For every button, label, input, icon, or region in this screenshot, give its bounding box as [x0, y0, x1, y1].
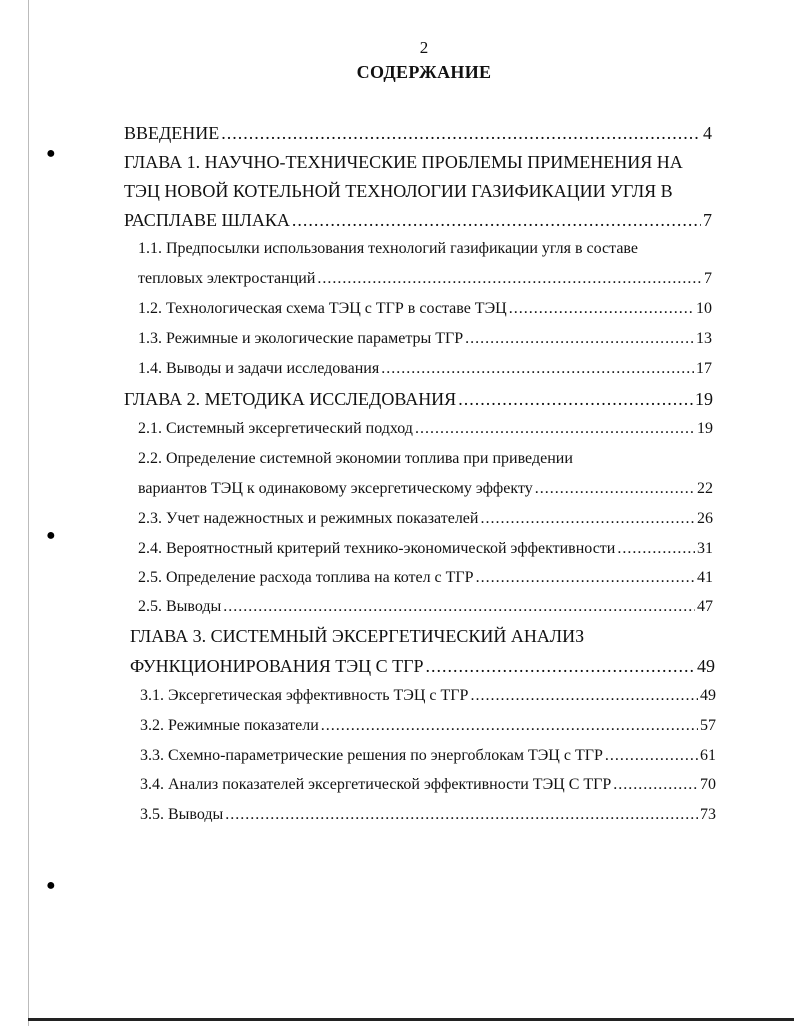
toc-page-number: 49 [697, 656, 715, 676]
toc-entry [124, 152, 712, 173]
toc-dot-leader [415, 420, 695, 438]
toc-dot-leader [221, 123, 701, 144]
toc-page-number: 10 [696, 300, 712, 317]
toc-entry [138, 270, 712, 288]
toc-page-number: 19 [695, 389, 713, 409]
toc-entry [140, 776, 716, 794]
toc-dot-leader [381, 360, 694, 378]
toc-entry-title: 2.5. Определение расхода топлива на котел с ТГР [138, 569, 474, 586]
toc-dot-leader [605, 747, 698, 765]
toc-page-number: 13 [696, 330, 712, 347]
toc-entry-title: ВВЕДЕНИЕ [124, 123, 220, 143]
toc-entry-title: 3.3. Схемно-параметрические решения по энергоблокам ТЭЦ с ТГР [140, 747, 603, 764]
toc-entry-title: РАСПЛАВЕ ШЛАКА [124, 210, 290, 230]
toc-entry-title: 1.1. Предпосылки использования технологий газификации угля в составе [138, 240, 638, 257]
scan-speck: ● [46, 145, 56, 162]
toc-dot-leader [476, 569, 695, 587]
toc-dot-leader [292, 210, 701, 231]
toc-dot-leader [480, 510, 695, 528]
toc-entry-title: 2.1. Системный эксергетический подход [138, 420, 413, 437]
toc-entry [138, 420, 713, 438]
toc-entry-title: 3.5. Выводы [140, 806, 224, 823]
toc-entry [138, 480, 713, 498]
toc-entry [140, 687, 716, 705]
scan-bottom-edge [28, 1018, 794, 1021]
toc-entry [138, 540, 713, 558]
toc-page-number: 49 [700, 687, 716, 704]
toc-entry-title: ТЭЦ НОВОЙ КОТЕЛЬНОЙ ТЕХНОЛОГИИ ГАЗИФИКАЦИИ УГЛЯ В [124, 181, 673, 201]
toc-entry [138, 598, 713, 616]
toc-page-number: 70 [700, 776, 716, 793]
toc-entry-title: ГЛАВА 1. НАУЧНО-ТЕХНИЧЕСКИЕ ПРОБЛЕМЫ ПРИМЕНЕНИЯ НА [124, 152, 683, 172]
toc-dot-leader [458, 389, 693, 410]
scan-speck: ● [46, 877, 56, 894]
toc-entry-title: 2.3. Учет надежностных и режимных показателей [138, 510, 479, 527]
toc-page-number: 17 [696, 360, 712, 377]
toc-entry [140, 806, 716, 824]
toc-dot-leader [225, 806, 698, 824]
toc-page-number: 26 [697, 510, 713, 527]
toc-page-number: 31 [697, 540, 713, 557]
toc-entry [138, 510, 713, 528]
toc-page-number: 19 [697, 420, 713, 437]
toc-page-number: 7 [703, 210, 712, 230]
toc-entry [140, 747, 716, 765]
scan-margin-line [28, 0, 29, 1026]
toc-entry-title: ГЛАВА 2. МЕТОДИКА ИССЛЕДОВАНИЯ [124, 389, 457, 409]
toc-entry-title: 3.1. Эксергетическая эффективность ТЭЦ с ТГР [140, 687, 469, 704]
toc-page-number: 57 [700, 717, 716, 734]
toc-entry-title: 1.3. Режимные и экологические параметры ТГР [138, 330, 464, 347]
toc-entry-title: 1.2. Технологическая схема ТЭЦ с ТГР в составе ТЭЦ [138, 300, 507, 317]
toc-page-number: 73 [700, 806, 716, 823]
toc-entry [138, 330, 712, 348]
toc-entry-title: 2.4. Вероятностный критерий технико-экономической эффективности [138, 540, 616, 557]
toc-entry [138, 569, 713, 587]
toc-dot-leader [509, 300, 694, 318]
page-number: 2 [419, 38, 429, 57]
toc-entry [138, 300, 712, 318]
toc-dot-leader [317, 270, 702, 288]
toc-page-number: 7 [704, 270, 712, 287]
toc-entry [124, 181, 712, 202]
toc-dot-leader [617, 540, 695, 558]
toc-entry-title: 3.4. Анализ показателей эксергетической эффективности ТЭЦ С ТГР [140, 776, 612, 793]
toc-page-number: 22 [697, 480, 713, 497]
toc-page-number: 61 [700, 747, 716, 764]
toc-entry-title: 2.5. Выводы [138, 598, 222, 615]
toc-entry-title: 3.2. Режимные показатели [140, 717, 319, 734]
toc-entry-title: ГЛАВА 3. СИСТЕМНЫЙ ЭКСЕРГЕТИЧЕСКИЙ АНАЛИЗ [130, 626, 585, 646]
toc-dot-leader [321, 717, 698, 735]
toc-dot-leader [535, 480, 695, 498]
page-title: СОДЕРЖАНИЕ [356, 62, 492, 82]
toc-entry [124, 210, 712, 231]
toc-page-number: 4 [703, 123, 712, 143]
toc-dot-leader [470, 687, 698, 705]
toc-entry [138, 450, 713, 468]
toc-entry-title: тепловых электростанций [138, 270, 316, 287]
scan-speck: ● [46, 527, 56, 544]
toc-entry-title: ФУНКЦИОНИРОВАНИЯ ТЭЦ С ТГР [130, 656, 424, 676]
toc-page-number: 47 [697, 598, 713, 615]
toc-page-number: 41 [697, 569, 713, 586]
toc-entry-title: 1.4. Выводы и задачи исследования [138, 360, 380, 377]
toc-dot-leader [426, 656, 696, 677]
toc-entry [140, 717, 716, 735]
toc-entry [124, 123, 712, 144]
toc-entry [130, 626, 715, 647]
toc-dot-leader [613, 776, 698, 794]
toc-entry [138, 240, 712, 258]
toc-entry [124, 389, 713, 410]
toc-dot-leader [465, 330, 694, 348]
toc-dot-leader [223, 598, 695, 616]
toc-entry-title: 2.2. Определение системной экономии топлива при приведении [138, 450, 573, 467]
toc-entry [130, 656, 715, 677]
toc-entry-title: вариантов ТЭЦ к одинаковому эксергетическому эффекту [138, 480, 533, 497]
toc-entry [138, 360, 712, 378]
